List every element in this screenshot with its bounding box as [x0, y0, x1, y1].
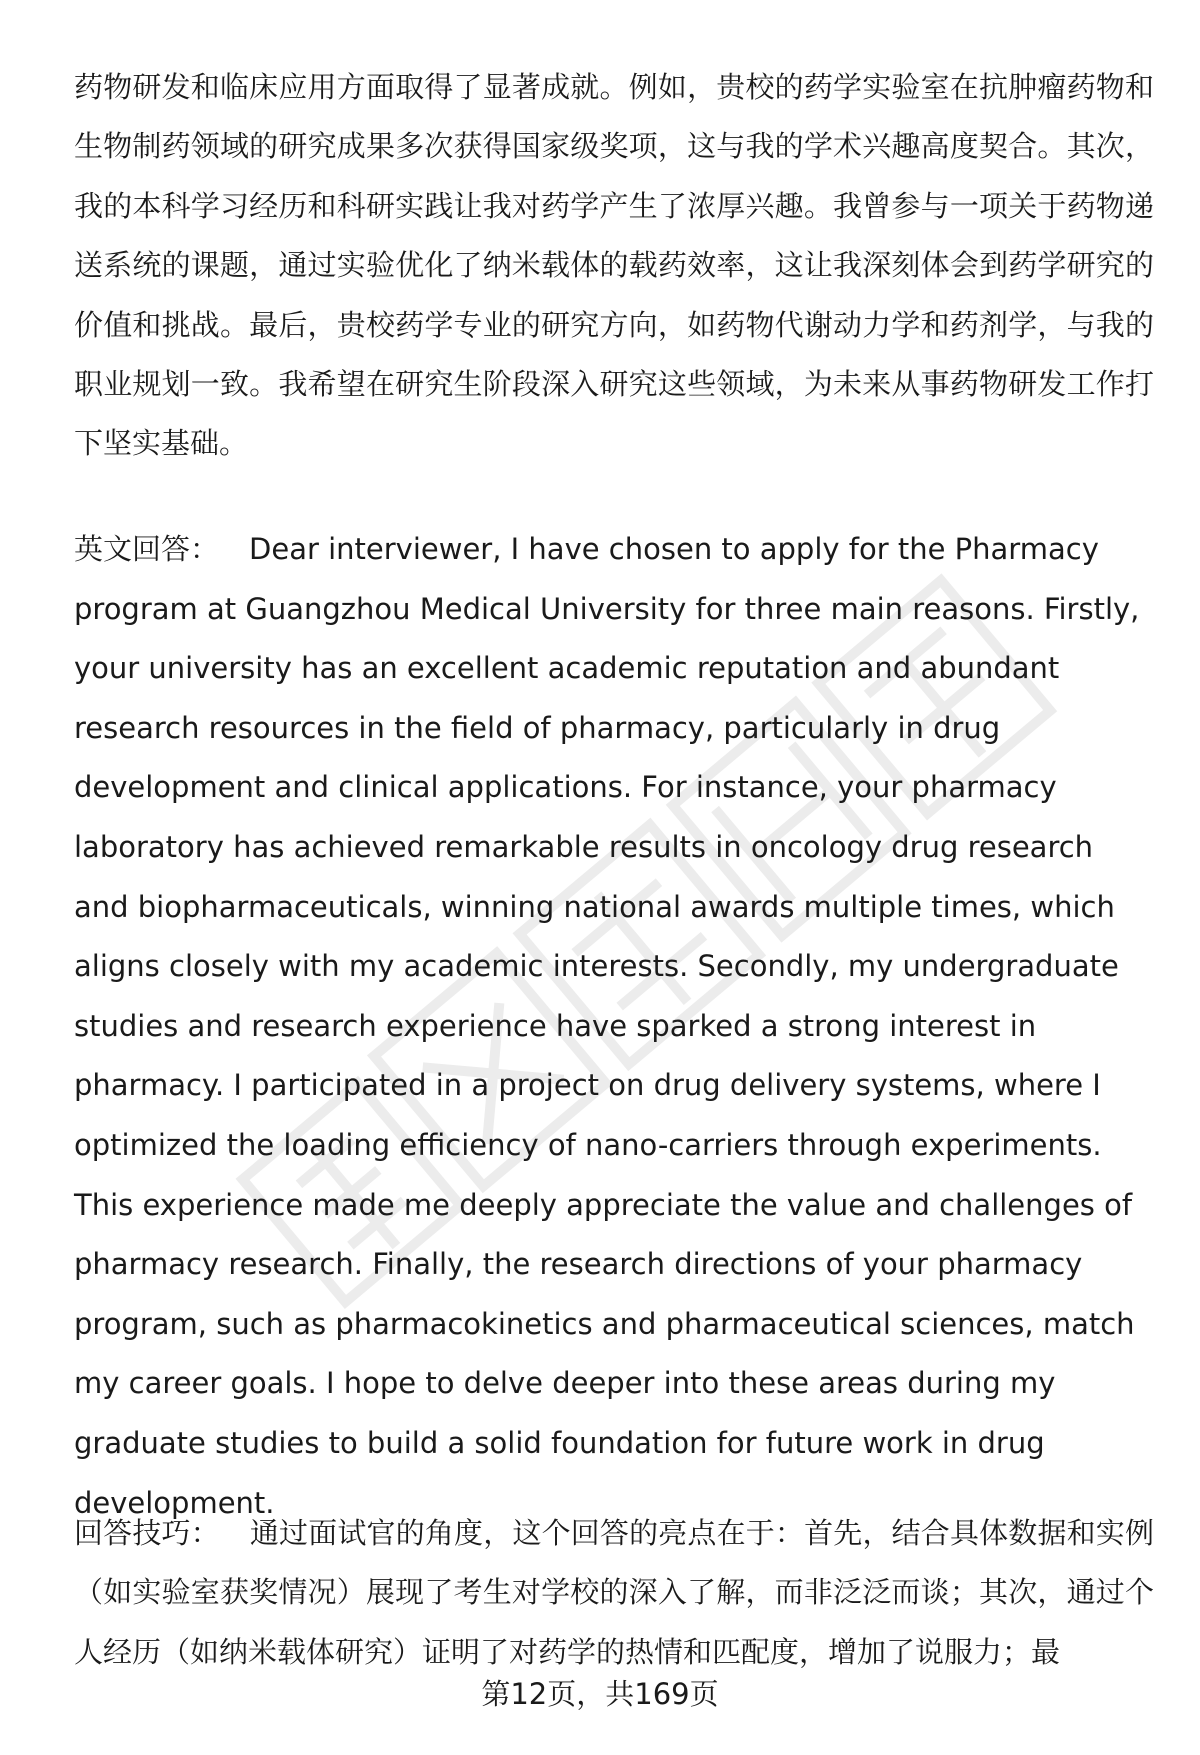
english-answer-text: Dear interviewer, I have chosen to apply for the Pharmacy program at Guangzhou Medical University for three main reasons. Firstly, your university has an excellent academic reputation and abundant research resources in the field of pharmacy, particularly in drug development and clinical applications. For instance, your pharmacy laboratory has achieved remarkable results in oncology drug research and biopharmaceuticals, winning national awards multiple times, which aligns closely with my academic interests. Secondly, my undergraduate studies and research experience have sparked a strong interest in pharmacy. I participated in a project on drug delivery systems, where I optimized the loading efficiency of nano-carriers through experiments. This experience made me deeply appreciate the value and challenges of pharmacy research. Finally, the research directions of your pharmacy program, such as pharmacokinetics and pharmaceutical sciences, match my career goals. I hope to delve deeper into these areas during my graduate studies to build a solid foundation for future work in drug development. [74, 532, 1140, 1520]
answer-tips-text: 通过面试官的角度，这个回答的亮点在于：首先，结合具体数据和实例（如实验室获奖情况）展现了考生对学校的深入了解，而非泛泛而谈；其次，通过个人经历（如纳米载体研究）证明了对药学的热情和匹配度，增加了说服力；最 [74, 1516, 1154, 1669]
answer-tips-label: 回答技巧： [74, 1516, 220, 1550]
answer-tips-paragraph [74, 1504, 1154, 1682]
page-indicator: 第12页，共169页 [481, 1677, 719, 1711]
english-answer-paragraph [74, 520, 1154, 1533]
paragraph-cn-continued: 药物研发和临床应用方面取得了显著成就。例如，贵校的药学实验室在抗肿瘤药物和生物制药领域的研究成果多次获得国家级奖项，这与我的学术兴趣高度契合。其次，我的本科学习经历和科研实践让我对药学产生了浓厚兴趣。我曾参与一项关于药物递送系统的课题，通过实验优化了纳米载体的载药效率，这让我深刻体会到药学研究的价值和挑战。最后，贵校药学专业的研究方向，如药物代谢动力学和药剂学，与我的职业规划一致。我希望在研究生阶段深入研究这些领域，为未来从事药物研发工作打下坚实基础。 [74, 70, 1154, 461]
english-answer-label: 英文回答： [74, 532, 220, 566]
